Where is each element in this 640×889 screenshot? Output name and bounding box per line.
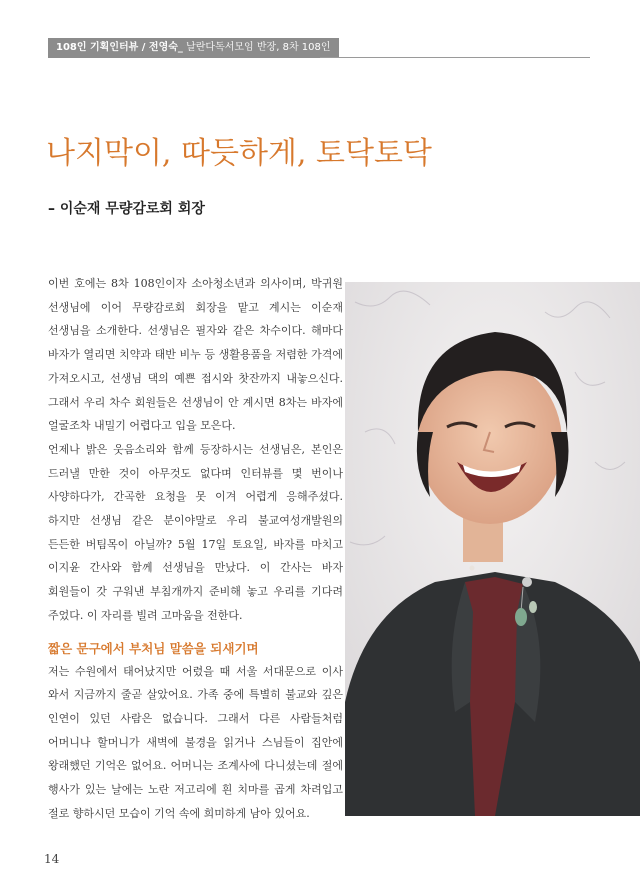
- portrait-photo: [345, 282, 640, 816]
- header-rule: [320, 57, 590, 58]
- header-author-role: 날란다독서모임 반장, 8차 108인: [182, 42, 331, 53]
- body-paragraph: 언제나 밝은 웃음소리와 함께 등장하시는 선생님은, 본인은 드러낼 만한 것이 아무것도 없다며 인터뷰를 몇 번이나 사양하다가, 간곡한 요청을 못 이겨 어렵게 응해주셨다. 하지만 선생님 같은 분이야말로 우리 불교여성개발원의 든든한 버팀목이 아닐까? 5월 17일 토요일, 바자를 마치고 이지윤 간사와 함께 선생님을 만났다. 이 간사는 바자 회원들이 갓 구워낸 부침개까지 준비해 놓고 우리를 기다려 주었다. 이 자리를 빌려 고마움을 전한다.: [48, 442, 343, 622]
- body-paragraph: 이번 호에는 8차 108인이자 소아청소년과 의사이며, 박귀원 선생님에 이어 무량감로회 회장을 맡고 계시는 이순재 선생님을 소개한다. 선생님은 필자와 같은 차수이다. 해마다 바자가 열리면 치약과 태반 비누 등 생활용품을 저렴한 가격에 가져오시고, 선생님 댁의 예쁜 접시와 찻잔까지 내놓으신다. 그래서 우리 차수 회원들은 선생님이 안 계시면 8차는 바자에 얼굴조차 내밀기 어렵다고 입을 모은다.: [48, 277, 343, 433]
- page-number: 14: [44, 852, 60, 866]
- article-title: 나지막이, 따듯하게, 토닥토닥: [46, 136, 432, 171]
- header-bar: [48, 38, 339, 58]
- section-heading: 짧은 문구에서 부처님 말씀을 되새기며: [48, 640, 259, 656]
- article-body: [48, 272, 343, 825]
- body-paragraph: 저는 수원에서 태어났지만 어렸을 때 서울 서대문으로 이사 와서 지금까지 줄곧 살았어요. 가족 중에 특별히 불교와 깊은 인연이 있던 사람은 없습니다. 그래서 다른 사람들처럼 어머니나 할머니가 새벽에 불경을 읽거나 스님들이 집안에 왕래했던 기억은 없어요. 어머니는 조계사에 다니셨는데 절에 행사가 있는 날에는 노란 저고리에 흰 치마를 곱게 차려입고 절로 향하시던 모습이 기억 속에 희미하게 남아 있어요.: [48, 664, 343, 820]
- portrait-photo-graphic: [345, 282, 640, 816]
- article-subtitle: – 이순재 무량감로회 회장: [48, 201, 205, 217]
- header-series-label: 108인 기획인터뷰 / 전영숙_: [56, 42, 183, 53]
